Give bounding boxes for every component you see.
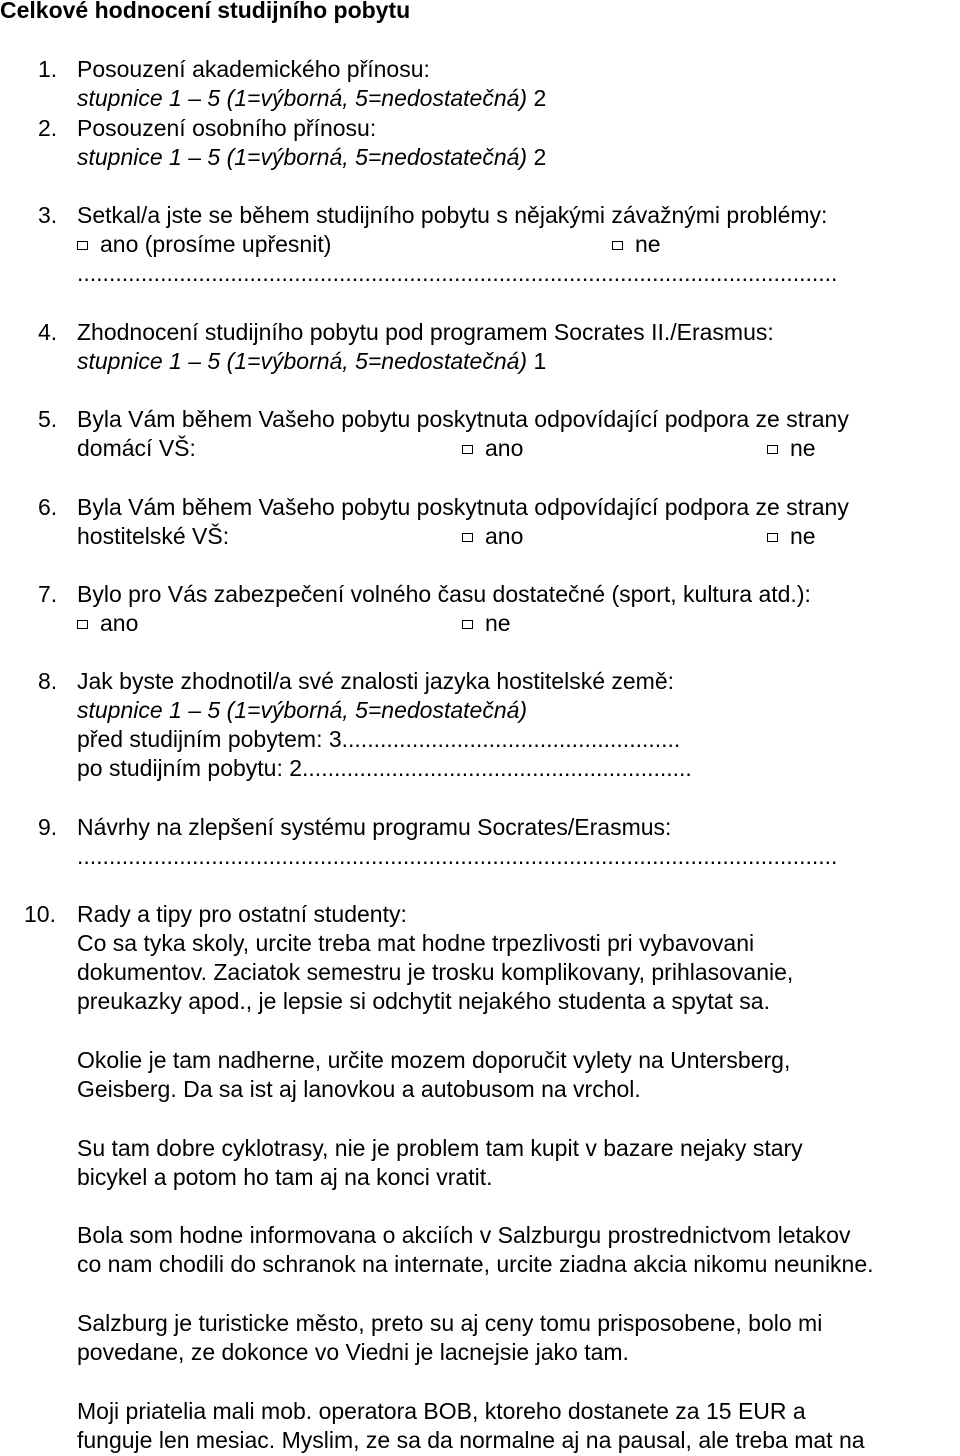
q5-number: 5. — [38, 406, 58, 432]
q3-number: 3. — [38, 202, 58, 228]
q10-line: Su tam dobre cyklotrasy, nie je problem tam kupit v bazare nejaky stary — [77, 1135, 803, 1161]
checkbox-icon[interactable] — [462, 445, 473, 454]
q8-scale: stupnice 1 – 5 (1=výborná, 5=nedostatečná) — [77, 697, 528, 723]
q2-answer: 2 — [533, 144, 547, 170]
q10-line: co nam chodili do schranok na internate, urcite ziadna akcia nikomu neunikne. — [77, 1251, 874, 1277]
checkbox-icon[interactable] — [767, 445, 778, 454]
q6-no-label: ne — [790, 523, 816, 549]
q7-number: 7. — [38, 581, 58, 607]
q2-text: Posouzení osobního přínosu: — [77, 115, 377, 141]
q2-scale-line — [77, 143, 546, 172]
q10-line: Salzburg je turisticke město, preto su aj ceny tomu prisposobene, bolo mi — [77, 1310, 823, 1336]
q9-dots: ....................................................................................................................... — [77, 843, 838, 869]
q6-option-yes[interactable] — [462, 522, 523, 551]
q4-answer: 1 — [533, 348, 547, 374]
q3-option-no[interactable] — [612, 230, 661, 259]
q2-number: 2. — [38, 115, 58, 141]
q10-line: Moji priatelia mali mob. operatora BOB, ktoreho dostanete za 15 EUR a — [77, 1398, 806, 1424]
q7-no-label: ne — [485, 610, 511, 636]
checkbox-icon[interactable] — [612, 241, 623, 250]
q4-text: Zhodnocení studijního pobytu pod programem Socrates II./Erasmus: — [77, 319, 774, 345]
q10-line: funguje len mesiac. Myslim, ze sa da normalne aj na pausal, ale treba mat na — [77, 1427, 865, 1453]
q7-option-no[interactable] — [462, 609, 511, 638]
q10-number: 10. — [24, 901, 56, 927]
q10-line: Bola som hodne informovana o akciích v Salzburgu prostrednictvom letakov — [77, 1222, 851, 1248]
q8-text: Jak byste zhodnotil/a své znalosti jazyka hostitelské země: — [77, 668, 675, 694]
q2-scale: stupnice 1 – 5 (1=výborná, 5=nedostatečná) — [77, 144, 528, 170]
q9-text: Návrhy na zlepšení systému programu Socrates/Erasmus: — [77, 814, 672, 840]
q5-option-no[interactable] — [767, 434, 816, 463]
q1-answer: 2 — [533, 85, 547, 111]
q10-line: Co sa tyka skoly, urcite treba mat hodne trpezlivosti pri vybavovani — [77, 930, 755, 956]
q5-text: Byla Vám během Vašeho pobytu poskytnuta odpovídající podpora ze strany — [77, 406, 849, 432]
q7-option-yes[interactable] — [77, 609, 138, 638]
q5-line2: domácí VŠ: — [77, 435, 196, 461]
q7-yes-label: ano — [100, 610, 139, 636]
q3-yes-label: ano (prosíme upřesnit) — [100, 231, 332, 257]
q7-text: Bylo pro Vás zabezpečení volného času dostatečné (sport, kultura atd.): — [77, 581, 811, 607]
q8-number: 8. — [38, 668, 58, 694]
checkbox-icon[interactable] — [462, 533, 473, 542]
q6-option-no[interactable] — [767, 522, 816, 551]
q10-text: Rady a tipy pro ostatní studenty: — [77, 901, 407, 927]
q8-after: po studijním pobytu: 2............................................................. — [77, 755, 692, 781]
q8-before: před studijním pobytem: 3..................................................... — [77, 726, 681, 752]
q6-yes-label: ano — [485, 523, 524, 549]
q6-text: Byla Vám během Vašeho pobytu poskytnuta odpovídající podpora ze strany — [77, 494, 849, 520]
q10-line: preukazky apod., je lepsie si odchytit nejakého studenta a spytat sa. — [77, 988, 770, 1014]
q4-number: 4. — [38, 319, 58, 345]
q10-line: Okolie je tam nadherne, určite mozem doporučit vylety na Untersberg, — [77, 1047, 791, 1073]
checkbox-icon[interactable] — [77, 241, 88, 250]
q3-option-yes[interactable] — [77, 230, 331, 259]
checkbox-icon[interactable] — [462, 620, 473, 629]
q9-number: 9. — [38, 814, 58, 840]
q3-no-label: ne — [635, 231, 661, 257]
q1-scale-line — [77, 84, 546, 113]
checkbox-icon[interactable] — [767, 533, 778, 542]
q6-number: 6. — [38, 494, 58, 520]
q4-scale: stupnice 1 – 5 (1=výborná, 5=nedostatečná) — [77, 348, 528, 374]
q5-yes-label: ano — [485, 435, 524, 461]
q6-line2: hostitelské VŠ: — [77, 523, 230, 549]
q3-text: Setkal/a jste se během studijního pobytu s nějakými závažnými problémy: — [77, 202, 828, 228]
q1-text: Posouzení akademického přínosu: — [77, 56, 430, 82]
checkbox-icon[interactable] — [77, 620, 88, 629]
q10-line: Geisberg. Da sa ist aj lanovkou a autobusom na vrchol. — [77, 1076, 641, 1102]
q4-scale-line — [77, 347, 546, 376]
q10-line: dokumentov. Zaciatok semestru je trosku komplikovany, prihlasovanie, — [77, 959, 794, 985]
q10-line: povedane, ze dokonce vo Viedni je lacnejsie jako tam. — [77, 1339, 629, 1365]
q1-scale: stupnice 1 – 5 (1=výborná, 5=nedostatečná) — [77, 85, 528, 111]
page-title: Celkové hodnocení studijního pobytu — [0, 0, 411, 23]
q5-no-label: ne — [790, 435, 816, 461]
q3-dots: ....................................................................................................................... — [77, 260, 838, 286]
q1-number: 1. — [38, 56, 58, 82]
q10-line: bicykel a potom ho tam aj na konci vratit. — [77, 1164, 493, 1190]
q5-option-yes[interactable] — [462, 434, 523, 463]
